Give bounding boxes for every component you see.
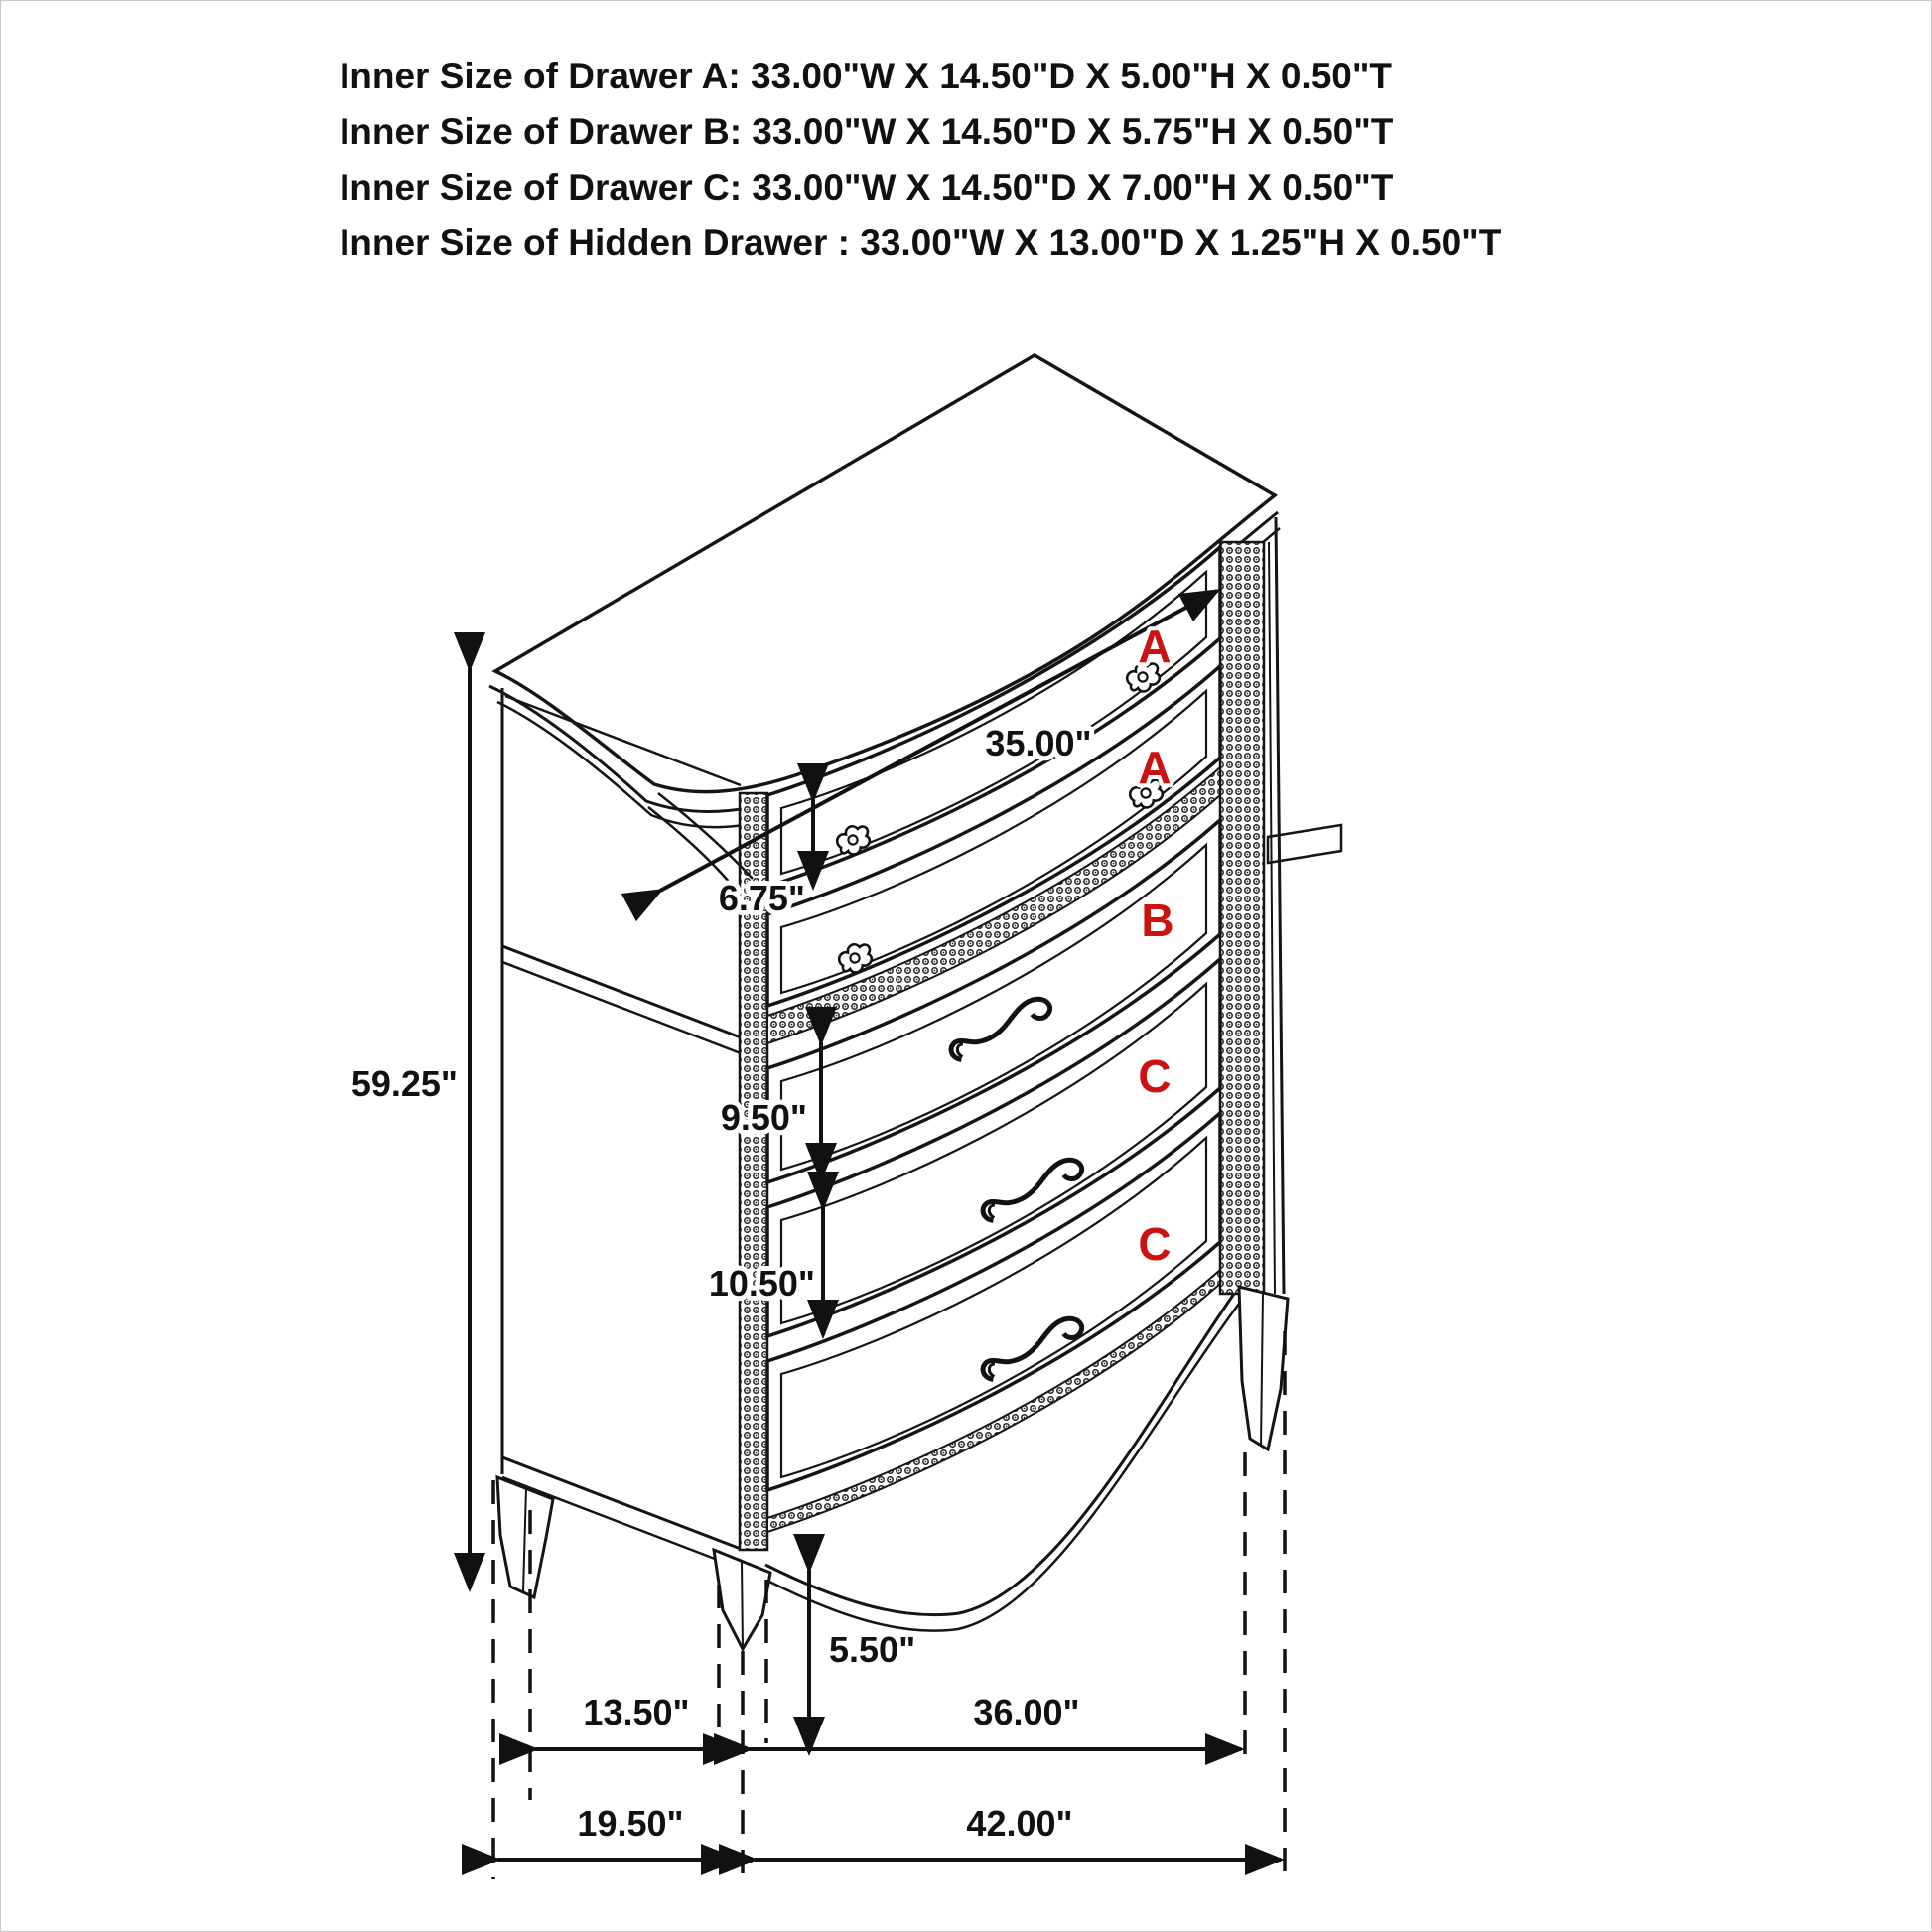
header-line-drawer-c: Inner Size of Drawer C: 33.00"W X 14.50"D X 7.00"H X 0.50"T [340, 167, 1394, 207]
side-panel [502, 688, 741, 1569]
dim-label-overall-height: 59.25" [350, 1063, 458, 1104]
drawer-label-a2: A [1138, 742, 1172, 793]
dim-label-leg-height: 5.50" [829, 1629, 916, 1670]
header-line-hidden-drawer: Inner Size of Hidden Drawer : 33.00"W X 13.00"D X 1.25"H X 0.50"T [340, 222, 1502, 263]
dim-label-overall-width: 42.00" [966, 1803, 1073, 1844]
drawer-label-a1: A [1138, 621, 1172, 672]
right-edge-inner [1269, 542, 1275, 1294]
dim-label-front-leg-span: 36.00" [973, 1692, 1080, 1732]
dim-label-overall-depth: 19.50" [577, 1803, 684, 1844]
header-line-drawer-a: Inner Size of Drawer A: 33.00"W X 14.50"D X 5.00"H X 0.50"T [340, 56, 1392, 96]
dim-label-drawer-a-height: 6.75" [718, 878, 805, 918]
chest-drawing [489, 355, 1341, 1649]
right-pilaster-trim [1220, 542, 1264, 1294]
header-text-block [340, 56, 1502, 263]
right-edge-outer [1276, 517, 1284, 1294]
header-line-drawer-b: Inner Size of Drawer B: 33.00"W X 14.50"D X 5.75"H X 0.50"T [340, 111, 1394, 152]
dim-label-drawer-b-height: 9.50" [720, 1097, 807, 1138]
drawer-label-c2: C [1138, 1218, 1172, 1270]
drawer-label-c1: C [1138, 1050, 1172, 1102]
chest-dimension-diagram [1, 1, 1932, 1932]
dim-label-side-leg-span: 13.50" [583, 1692, 690, 1732]
dim-label-drawer-c-height: 10.50" [708, 1263, 815, 1304]
dim-label-top-front-width: 35.00" [985, 723, 1092, 763]
drawer-label-b: B [1141, 895, 1174, 946]
